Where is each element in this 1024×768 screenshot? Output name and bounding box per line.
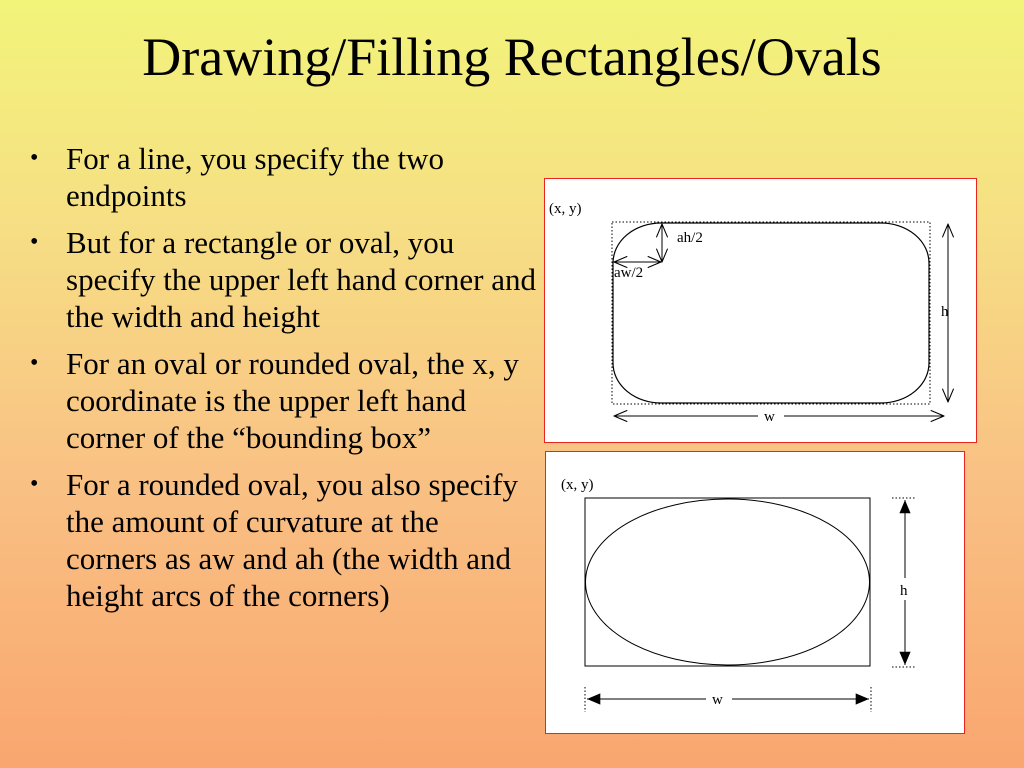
height-label: h <box>900 583 908 599</box>
bounding-box-outline <box>612 222 930 404</box>
slide-title: Drawing/Filling Rectangles/Ovals <box>142 27 882 87</box>
width-label: w <box>712 692 723 708</box>
rounded-rectangle-shape <box>613 223 929 403</box>
oval-diagram-panel <box>545 451 965 734</box>
height-label: h <box>941 304 949 320</box>
bullet-dot: • <box>30 350 39 376</box>
bullet-item <box>28 466 536 614</box>
origin-label: (x, y) <box>561 477 594 493</box>
bullet-text: For an oval or rounded oval, the x, y coordinate is the upper left hand corner of the “bounding box” <box>66 346 519 455</box>
bullet-text: For a line, you specify the two endpoints <box>66 141 444 213</box>
rounded-rect-diagram <box>545 179 975 441</box>
rounded-rect-diagram-panel <box>544 178 977 443</box>
origin-label: (x, y) <box>549 201 582 217</box>
arc-height-label: ah/2 <box>677 230 703 246</box>
oval-shape <box>586 499 870 665</box>
bullet-item <box>28 140 536 214</box>
bullet-text: For a rounded oval, you also specify the amount of curvature at the corners as aw and ah (the width and height arcs of the corners) <box>66 467 518 613</box>
bullet-dot: • <box>30 471 39 497</box>
bullet-item <box>28 345 536 456</box>
bullet-dot: • <box>30 145 39 171</box>
bullet-text: But for a rectangle or oval, you specify the upper left hand corner and the width and height <box>66 225 536 334</box>
bullet-dot: • <box>30 229 39 255</box>
width-label: w <box>764 409 775 425</box>
bullet-list <box>28 140 536 624</box>
bullet-item <box>28 224 536 335</box>
oval-diagram <box>546 452 963 732</box>
arc-width-label: aw/2 <box>614 265 644 281</box>
